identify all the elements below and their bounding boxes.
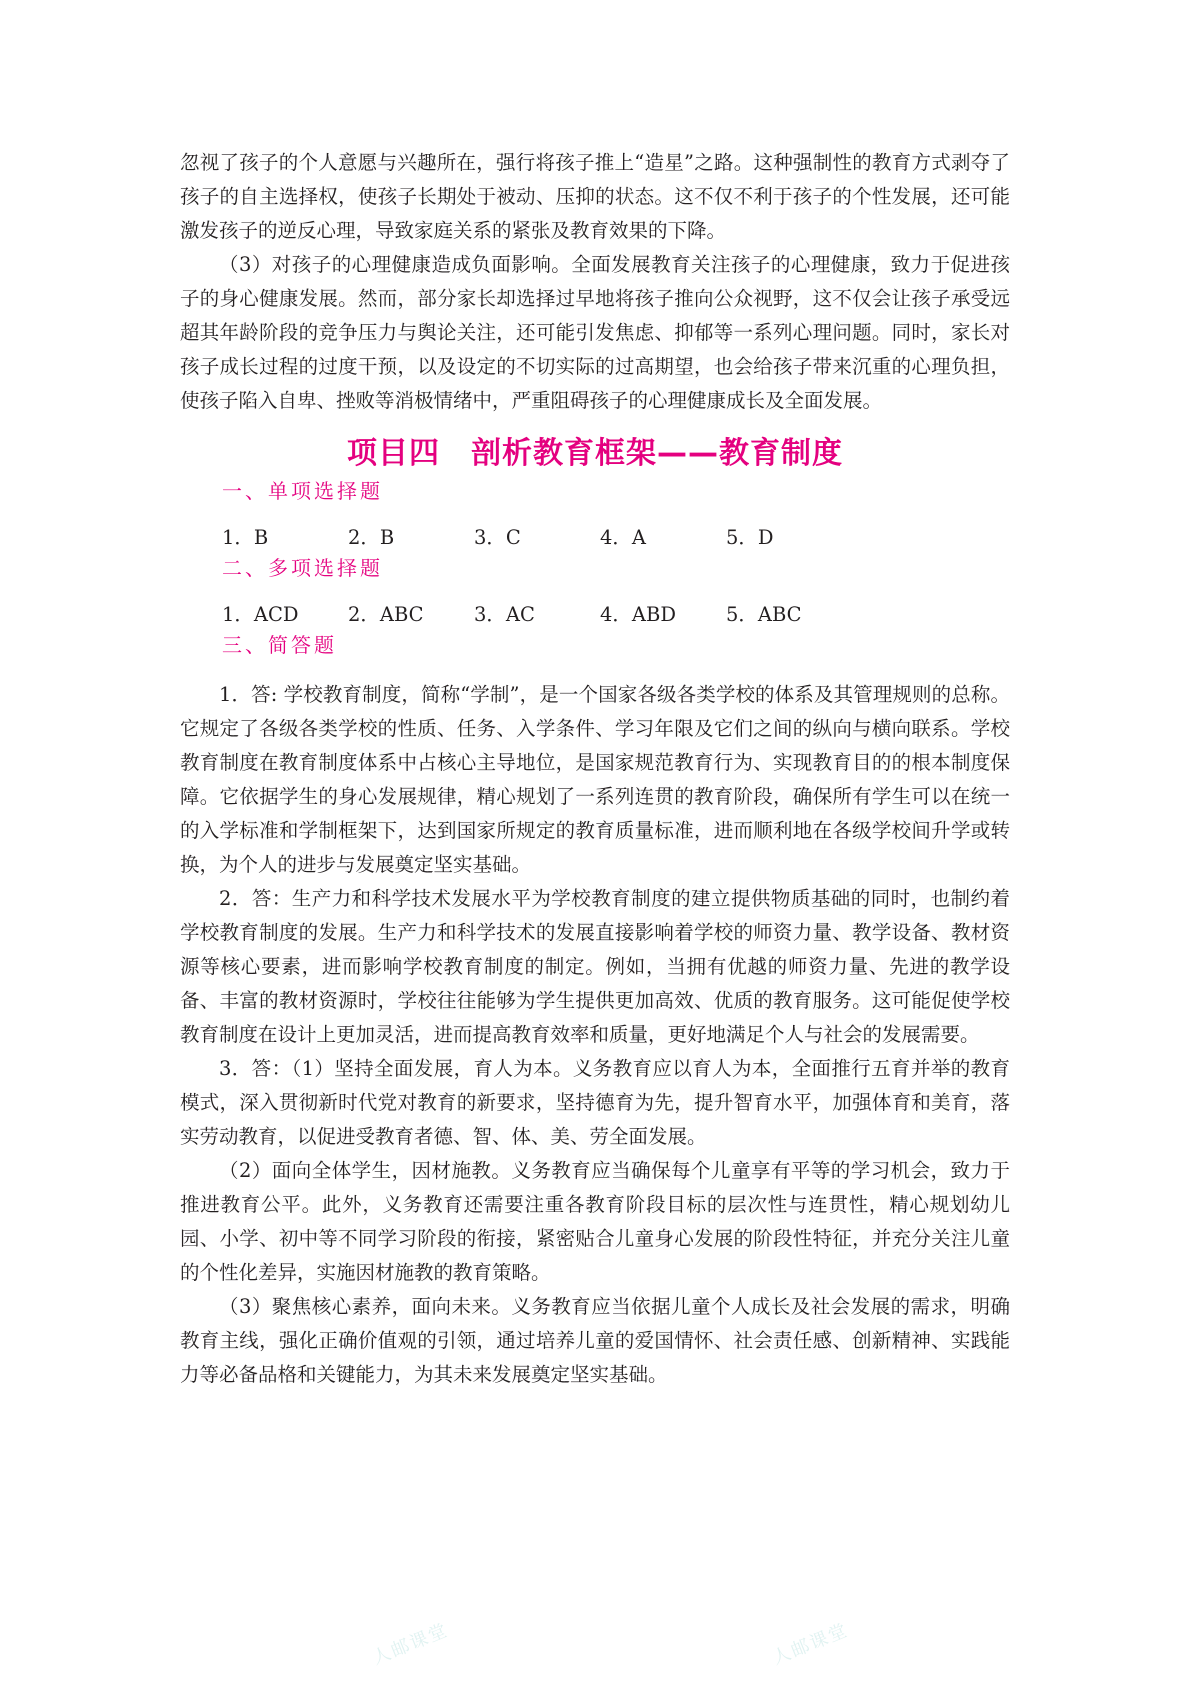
section-title-multiple-choice: 二、多项选择题 <box>222 556 383 580</box>
answer-item: 1．B <box>222 526 269 549</box>
answer-item: 1．ACD <box>222 603 299 626</box>
answer-item: 3．AC <box>474 603 535 626</box>
section-title-single-choice: 一、单项选择题 <box>222 479 383 503</box>
watermark-logo: 人邮课堂 <box>769 1619 852 1670</box>
answer-item: 4．ABD <box>600 603 676 626</box>
short-answer-paragraph-4: （2）面向全体学生，因材施教。义务教育应当确保每个儿童享有平等的学习机会，致力于推进教育公平。此外，义务教育还需要注重各教育阶段目标的层次性与连贯性，精心规划幼儿园、小学、初中等不同学习阶段的衔接，紧密贴合儿童身心发展的阶段性特征，并充分关注儿童的个性化差异，实施因材施教的教育策略。 <box>180 1159 1010 1284</box>
short-answer-paragraph-2: 2．答：生产力和科学技术发展水平为学校教育制度的建立提供物质基础的同时，也制约着学校教育制度的发展。生产力和科学技术的发展直接影响着学校的师资力量、教学设备、教材资源等核心要素，进而影响学校教育制度的制定。例如，当拥有优越的师资力量、先进的教学设备、丰富的教材资源时，学校往往能够为学生提供更加高效、优质的教育服务。这可能促使学校教育制度在设计上更加灵活，进而提高教育效率和质量，更好地满足个人与社会的发展需要。 <box>180 887 1010 1046</box>
answer-item: 2．ABC <box>348 603 424 626</box>
multiple-choice-answers <box>180 600 1010 630</box>
short-answer-paragraph-5: （3）聚焦核心素养，面向未来。义务教育应当依据儿童个人成长及社会发展的需求，明确教育主线，强化正确价值观的引领，通过培养儿童的爱国情怀、社会责任感、创新精神、实践能力等必备品格和关键能力，为其未来发展奠定坚实基础。 <box>180 1295 1010 1386</box>
answer-item: 5．D <box>726 526 774 549</box>
answer-item: 2．B <box>348 526 395 549</box>
project-title: 项目四 剖析教育框架——教育制度 <box>347 436 843 471</box>
watermark-logo: 人邮课堂 <box>369 1619 452 1670</box>
answer-item: 3．C <box>474 526 521 549</box>
answer-item: 5．ABC <box>726 603 802 626</box>
section-title-short-answer: 三、简答题 <box>222 633 337 657</box>
answer-item: 4．A <box>600 526 646 549</box>
short-answer-paragraph-3: 3．答：（1）坚持全面发展，育人为本。义务教育应以育人为本，全面推行五育并举的教育模式，深入贯彻新时代党对教育的新要求，坚持德育为先，提升智育水平，加强体育和美育，落实劳动教育，以促进受教育者德、智、体、美、劳全面发展。 <box>180 1057 1010 1148</box>
page-content <box>180 146 1010 1392</box>
intro-paragraph-2: （3）对孩子的心理健康造成负面影响。全面发展教育关注孩子的心理健康，致力于促进孩子的身心健康发展。然而，部分家长却选择过早地将孩子推向公众视野，这不仅会让孩子承受远超其年龄阶段的竞争压力与舆论关注，还可能引发焦虑、抑郁等一系列心理问题。同时，家长对孩子成长过程的过度干预，以及设定的不切实际的过高期望，也会给孩子带来沉重的心理负担，使孩子陷入自卑、挫败等消极情绪中，严重阻碍孩子的心理健康成长及全面发展。 <box>180 253 1010 412</box>
single-choice-answers <box>180 523 1010 553</box>
short-answer-block <box>180 678 1010 1392</box>
short-answer-paragraph-1: 1．答: 学校教育制度，简称“学制”，是一个国家各级各类学校的体系及其管理规则的总称。它规定了各级各类学校的性质、任务、入学条件、学习年限及它们之间的纵向与横向联系。学校教育制度在教育制度体系中占核心主导地位，是国家规范教育行为、实现教育目的的根本制度保障。它依据学生的身心发展规律，精心规划了一系列连贯的教育阶段，确保所有学生可以在统一的入学标准和学制框架下，达到国家所规定的教育质量标准，进而顺利地在各级学校间升学或转换，为个人的进步与发展奠定坚实基础。 <box>180 683 1010 876</box>
intro-paragraph-1: 忽视了孩子的个人意愿与兴趣所在，强行将孩子推上“造星”之路。这种强制性的教育方式剥夺了孩子的自主选择权，使孩子长期处于被动、压抑的状态。这不仅不利于孩子的个性发展，还可能激发孩子的逆反心理，导致家庭关系的紧张及教育效果的下降。 <box>180 151 1010 242</box>
